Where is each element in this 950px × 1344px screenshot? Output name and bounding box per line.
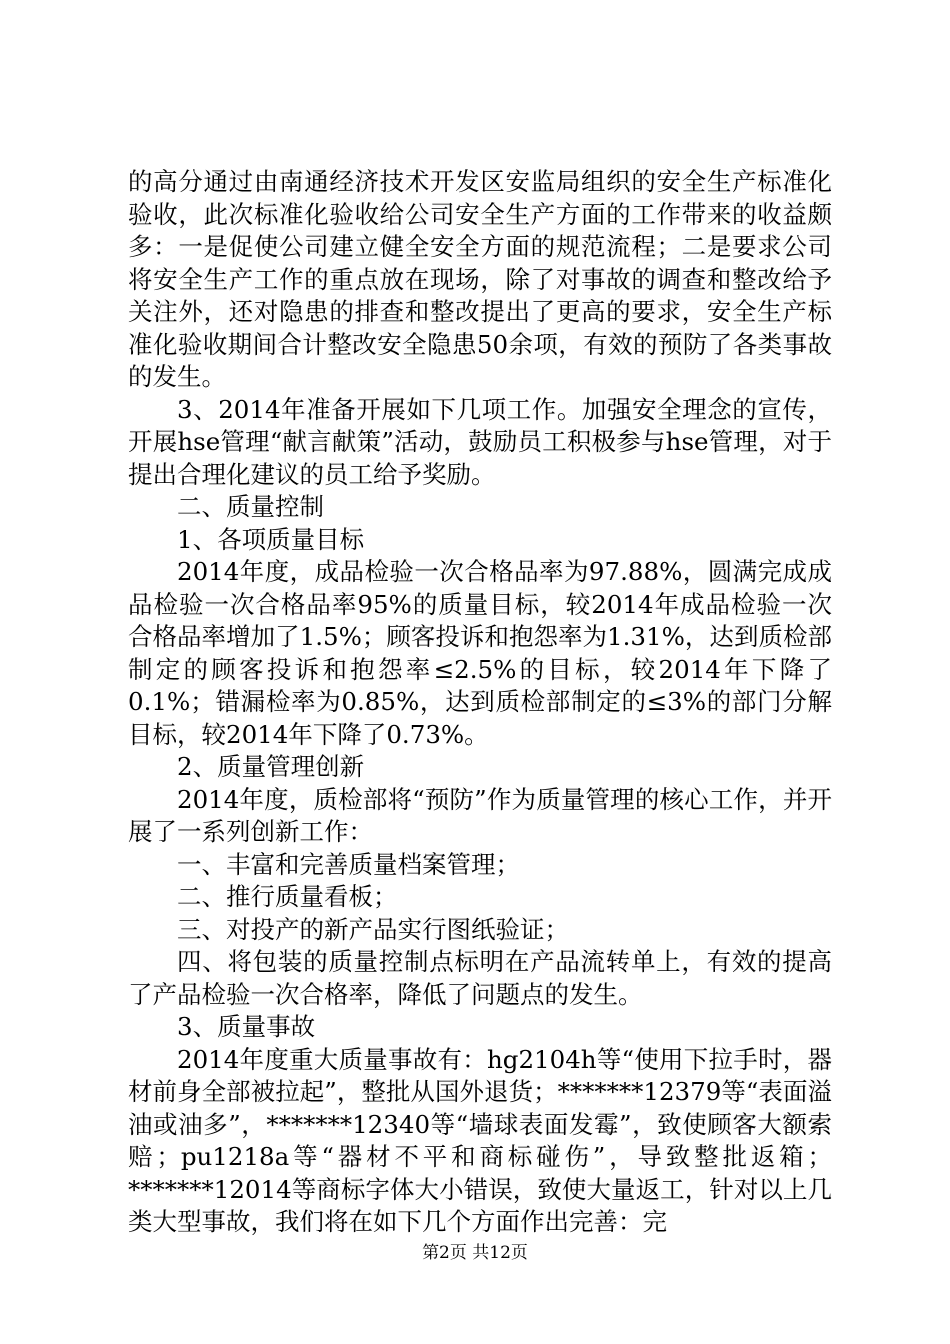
section-heading-quality-control: 二、质量控制 [177, 492, 324, 521]
list-item-2: 二、推行质量看板； [177, 882, 398, 911]
paragraph-1: 的高分通过由南通经济技术开发区安监局组织的安全生产标准化验收，此次标准化验收给公司安全生产方面的工作带来的收益颇多：一是促使公司建立健全安全方面的规范流程；二是要求公司将安全生产工作的重点放在现场，除了对事故的调查和整改给予关注外，还对隐患的排查和整改提出了更高的要求，安全生产标准化验收期间合计整改安全隐患50余项，有效的预防了各类事故的发生。 [128, 167, 832, 391]
paragraph-quality-targets: 2014年度，成品检验一次合格品率为97.88%，圆满完成成品检验一次合格品率95%的质量目标，较2014年成品检验一次合格品率增加了1.5%；顾客投诉和抱怨率为1.31%，达到质检部制定的顾客投诉和抱怨率≤2.5%的目标，较2014年下降了0.1%；错漏检率为0.85%，达到质检部制定的≤3%的部门分解目标，较2014年下降了0.73%。 [128, 557, 832, 749]
paragraph-quality-innovation: 2014年度，质检部将“预防”作为质量管理的核心工作，并开展了一系列创新工作： [128, 784, 832, 846]
document-body [128, 166, 832, 1239]
list-item-3: 三、对投产的新产品实行图纸验证； [177, 914, 569, 944]
subheading-quality-targets: 1、各项质量目标 [177, 524, 365, 554]
subheading-quality-innovation: 2、质量管理创新 [177, 752, 365, 781]
paragraph-quality-incidents: 2014年度重大质量事故有：hg2104h等“使用下拉手时，器材前身全部被拉起”，整批从国外退货；*******12379等“表面溢油或油多”，*******12340等“墙球表面发霉”，致使顾客大额索赔；pu1218a等“器材不平和商标碰伤”，导致整批返箱；*******12014等商标字体大小错误，致使大量返工，针对以上几类大型事故，我们将在如下几个方面作出完善：完 [128, 1044, 832, 1236]
list-item-1: 一、丰富和完善质量档案管理； [177, 849, 520, 879]
list-item-4: 四、将包装的质量控制点标明在产品流转单上，有效的提高了产品检验一次合格率，降低了问题点的发生。 [128, 947, 832, 1009]
paragraph-2: 3、2014年准备开展如下几项工作。加强安全理念的宣传，开展hse管理“献言献策”活动，鼓励员工积极参与hse管理，对于提出合理化建议的员工给予奖励。 [128, 394, 832, 489]
page-footer: 第2页 共12页 [422, 1243, 528, 1263]
subheading-quality-incidents: 3、质量事故 [177, 1012, 316, 1041]
